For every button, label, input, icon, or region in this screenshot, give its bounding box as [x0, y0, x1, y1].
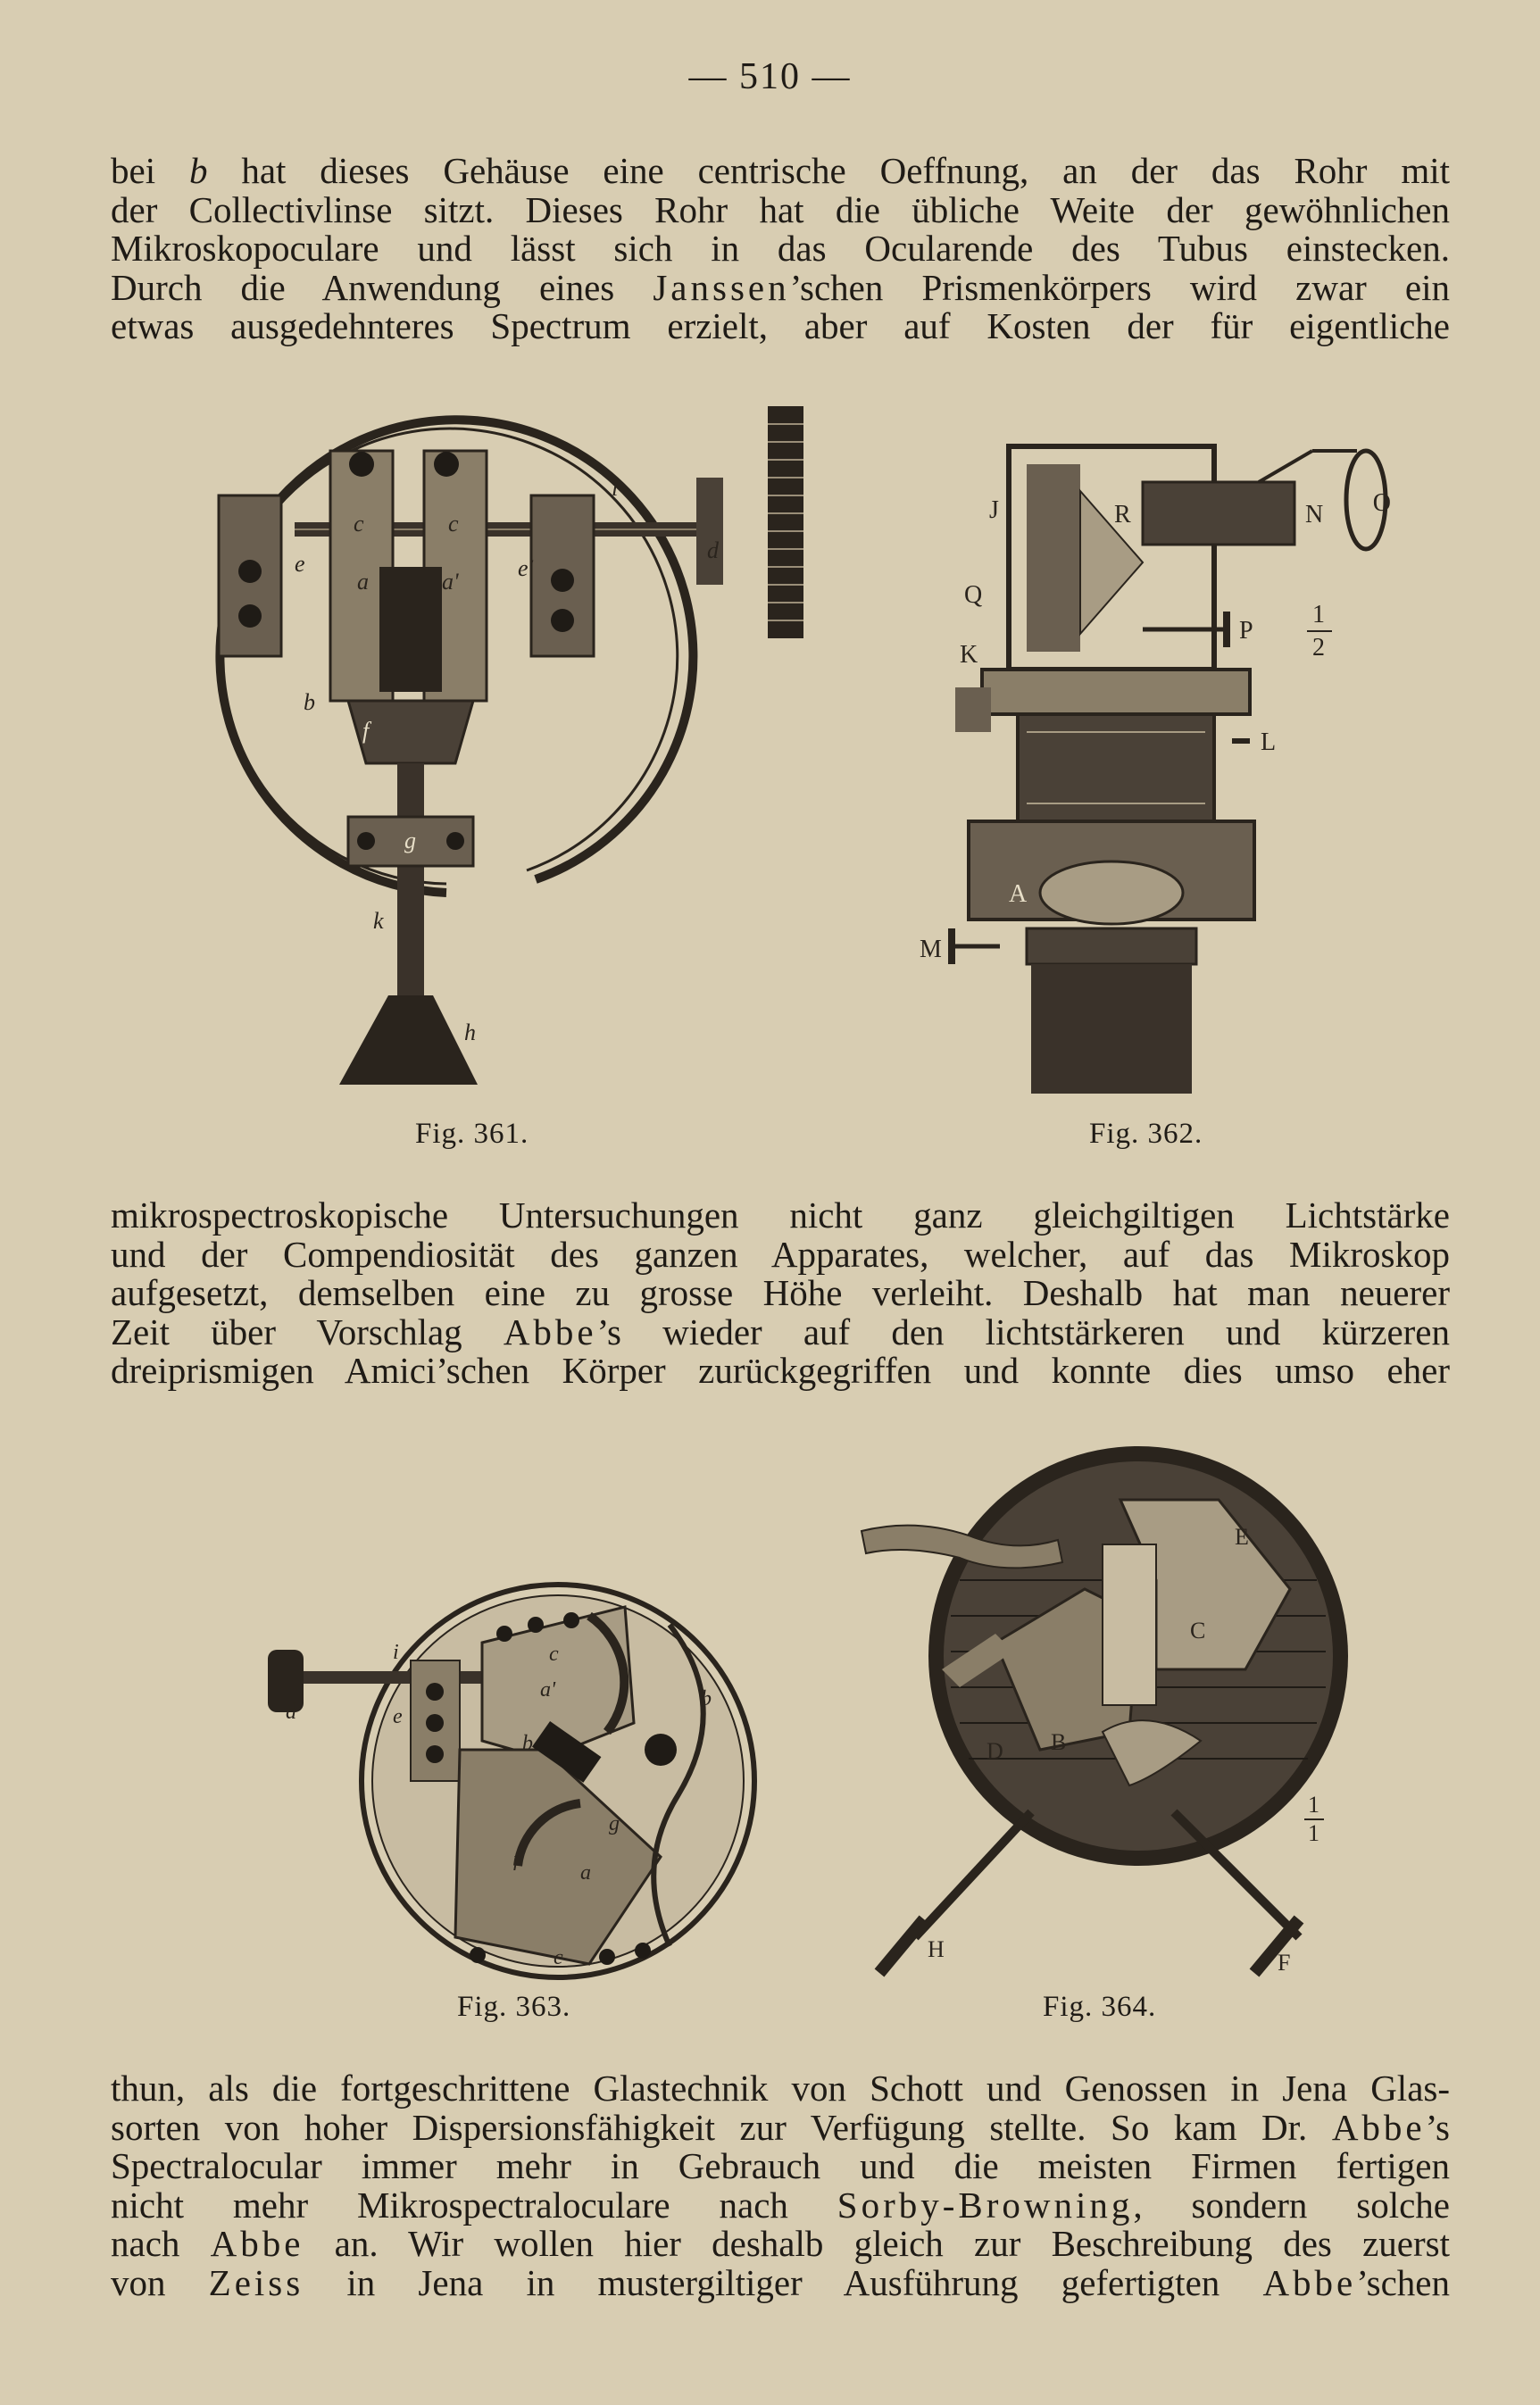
label-L: L [1261, 728, 1277, 756]
label-D: D [986, 1738, 1003, 1764]
label-a-prime: a' [540, 1678, 556, 1702]
label-i: i [612, 475, 619, 501]
label-i: i [393, 1641, 399, 1664]
label-b: b [522, 1732, 533, 1755]
label-a: a [357, 569, 369, 595]
label-C: C [1190, 1618, 1206, 1644]
label-M: M [920, 936, 942, 963]
label-e: e [295, 551, 305, 577]
label-a-prime: a' [442, 569, 459, 595]
scale-numerator: 1 [1308, 1792, 1319, 1818]
text-line: Zeit über Vorschlag Abbe’s wieder auf den lichtstärkeren und kürzeren [111, 1311, 1450, 1352]
figure-364-drawing [862, 1437, 1361, 1991]
figure-364-caption: Fig. 364. [1043, 1991, 1157, 2023]
label-R: R [1114, 501, 1131, 528]
text-line: dreiprismigen Amici’schen Körper zurückgegriffen und konnte dies umso eher [111, 1350, 1450, 1391]
label-g: g [609, 1812, 620, 1835]
label-c-2: c [448, 511, 459, 537]
label-c: c [549, 1643, 559, 1666]
label-e-prime: e' [518, 555, 534, 581]
label-c: c [354, 511, 364, 537]
label-b-2: b [701, 1687, 712, 1710]
label-f: f [362, 718, 370, 744]
label-f: f [513, 1848, 520, 1871]
label-B: B [1051, 1729, 1067, 1755]
text-line: Durch die Anwendung eines Janssen’schen Prismenkörpers wird zwar ein [111, 266, 1450, 308]
label-d: d [286, 1701, 296, 1724]
figure-364 [862, 1437, 1361, 1991]
label-Q: Q [964, 581, 983, 609]
label-b: b [304, 689, 315, 715]
label-a: a [580, 1861, 591, 1885]
label-e: e [393, 1705, 403, 1728]
label-J: J [989, 496, 999, 524]
label-H: H [928, 1936, 945, 1962]
label-P: P [1239, 617, 1253, 645]
figure-361-drawing [161, 397, 821, 1103]
text-line: Spectralocular immer mehr in Gebrauch und die meisten Firmen fertigen [111, 2145, 1450, 2186]
figure-361-caption: Fig. 361. [415, 1118, 529, 1150]
text-line: und der Compendiosität des ganzen Apparates, welcher, auf das Mikroskop [111, 1233, 1450, 1275]
figure-362-caption: Fig. 362. [1089, 1118, 1203, 1150]
paragraph-1 [111, 152, 1450, 346]
text-line: nicht mehr Mikrospectraloculare nach Sorby-Browning, sondern solche [111, 2184, 1450, 2226]
label-g: g [404, 828, 416, 853]
figure-363-drawing [250, 1571, 768, 1982]
label-h: h [464, 1019, 476, 1045]
figure-362-drawing [920, 429, 1393, 1107]
paragraph-3 [111, 2069, 1450, 2302]
label-A: A [1009, 880, 1028, 908]
text-line: von Zeiss in Jena in mustergiltiger Ausführung gefertigten Abbe’schen [111, 2261, 1450, 2303]
scale-denominator: 2 [1312, 634, 1325, 662]
figure-363 [250, 1571, 768, 1982]
label-F: F [1278, 1950, 1291, 1976]
paragraph-2 [111, 1196, 1450, 1391]
label-k: k [373, 908, 384, 934]
text-line: sorten von hoher Dispersionsfähigkeit zur Verfügung stellte. So kam Dr. Abbe’s [111, 2106, 1450, 2148]
text-line: der Collectivlinse sitzt. Dieses Rohr hat die übliche Weite der gewöhnlichen [111, 188, 1450, 230]
label-K: K [960, 641, 978, 669]
label-O: O [1372, 489, 1391, 517]
text-line: nach Abbe an. Wir wollen hier deshalb gleich zur Beschreibung des zuerst [111, 2223, 1450, 2264]
text-line: Mikroskopoculare und lässt sich in das Ocularende des Tubus einstecken. [111, 228, 1450, 269]
text-line: mikrospectroskopische Untersuchungen nicht ganz gleichgiltigen Lichtstärke [111, 1194, 1450, 1236]
text-line: bei b hat dieses Gehäuse eine centrische Oeffnung, an der das Rohr mit [111, 150, 1450, 191]
text-line: thun, als die fortgeschrittene Glastechnik von Schott und Genossen in Jena Glas- [111, 2068, 1450, 2109]
label-d: d [707, 537, 719, 563]
label-E: E [1235, 1524, 1249, 1550]
figure-363-caption: Fig. 363. [457, 1991, 571, 2023]
page-number: — 510 — [688, 56, 852, 97]
figure-362 [920, 429, 1393, 1107]
scale-numerator: 1 [1312, 601, 1325, 628]
label-N: N [1305, 501, 1324, 528]
label-c-2: c [554, 1946, 563, 1969]
text-line: aufgesetzt, demselben eine zu grosse Höhe verleiht. Deshalb hat man neuerer [111, 1272, 1450, 1313]
text-line: etwas ausgedehnteres Spectrum erzielt, aber auf Kosten der für eigentliche [111, 305, 1450, 346]
scale-denominator: 1 [1308, 1820, 1319, 1846]
figure-361 [161, 397, 821, 1103]
